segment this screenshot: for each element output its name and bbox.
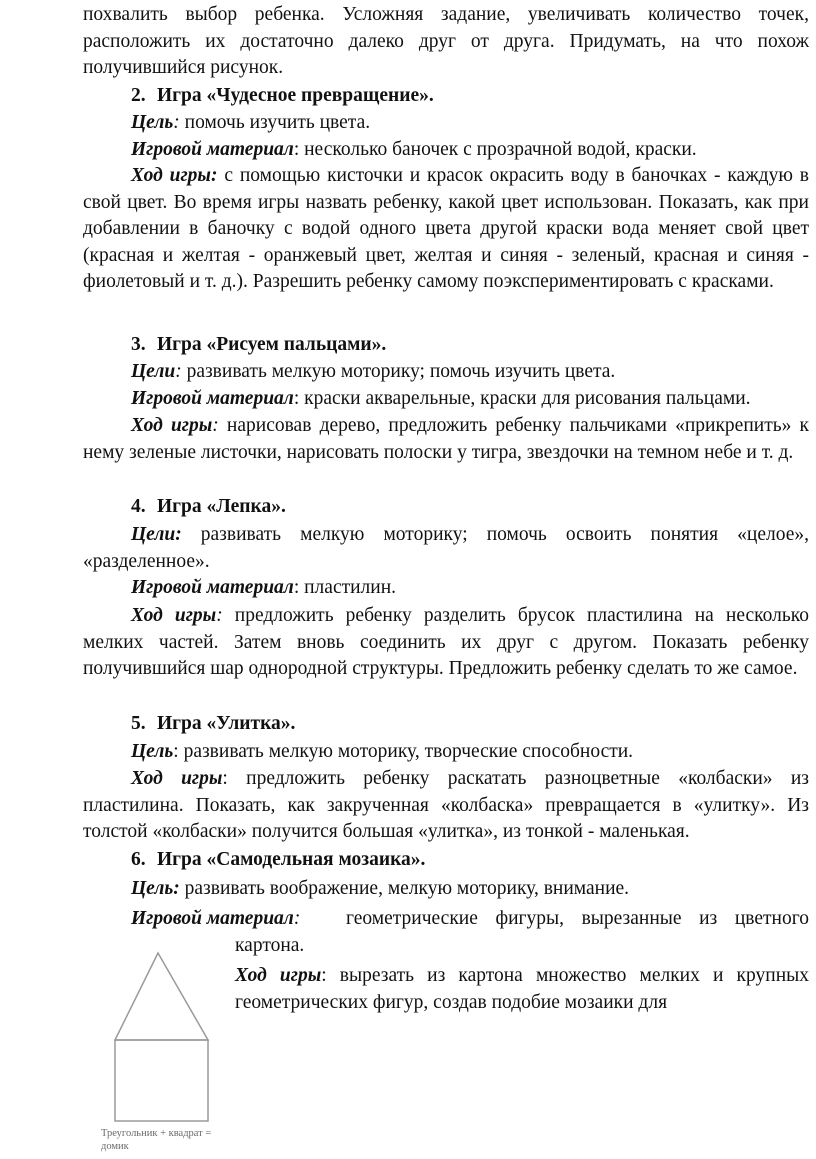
figure-caption: Треугольник + квадрат = домик xyxy=(101,1128,212,1152)
game-5-number: 5. xyxy=(131,713,146,734)
game-6-material-colon: : xyxy=(293,908,301,929)
game-4-course xyxy=(83,603,809,683)
game-3-heading xyxy=(131,332,386,359)
game-4-material-label: Игровой материал xyxy=(131,577,294,598)
game-6-goal-text: развивать воображение, мелкую моторику, внимание. xyxy=(179,878,630,899)
game-4-course-text: предложить ребенку разделить брусок пластилина на несколько мелких частей. Затем вновь соединить их друг с другом. Показать ребенку получившийся шар однородной структуры. Предложить ребенку сделать то же самое. xyxy=(83,605,809,680)
game-3-course-label: Ход игры xyxy=(131,415,213,436)
game-3-goal xyxy=(83,359,809,386)
game-3-goal-colon: : xyxy=(175,361,182,382)
game-4-course-label: Ход игры xyxy=(131,605,217,626)
game-5-course xyxy=(83,766,809,846)
game-3-goal-label: Цели xyxy=(131,361,176,382)
game-2-course-text: с помощью кисточки и красок окрасить воду в баночках - каждую в свой цвет. Во время игры назвать ребенку, какой цвет использован. Показать, как при добавлении в баночку с водой одного цвета другой краски вода меняет свой цвет (красная и желтая - оранжевый цвет, желтая и синяя - зеленый, красная и синяя - фиолетовый и т. д.). Разрешить ребенку самому поэкспериментировать с красками. xyxy=(83,165,809,293)
game-4-material-text: пластилин. xyxy=(299,577,397,598)
game-4-course-colon: : xyxy=(216,605,223,626)
game-3-material-text: краски акварельные, краски для рисования пальцами. xyxy=(299,388,751,409)
game-5-title: Игра «Улитка». xyxy=(157,713,296,734)
game-2-course-label: Ход игры: xyxy=(131,165,218,186)
game-2-number: 2. xyxy=(131,85,146,106)
game-2-goal xyxy=(83,110,809,137)
game-5-goal-label: Цель xyxy=(131,741,174,762)
game-3-title: Игра «Рисуем пальцами». xyxy=(157,334,387,355)
game-2-material xyxy=(83,137,809,164)
game-6-material-text: геометрические фигуры, вырезанные из цветного картона. xyxy=(235,908,809,956)
game-4-goal-text: развивать мелкую моторику; помочь освоить понятия «целое», «разделенное». xyxy=(83,524,809,572)
game-4-goal xyxy=(83,522,809,575)
square-shape xyxy=(115,1040,208,1121)
game-2-goal-colon: : xyxy=(173,112,180,133)
game-2-goal-text: помочь изучить цвета. xyxy=(179,112,371,133)
game-6-title: Игра «Самодельная мозаика». xyxy=(157,849,426,870)
game-3-material-colon: : xyxy=(293,388,300,409)
game-2-material-text: несколько баночек с прозрачной водой, краски. xyxy=(299,139,697,160)
game-4-heading xyxy=(131,494,286,521)
game-4-goal-label: Цели: xyxy=(131,524,182,545)
game-4-number: 4. xyxy=(131,496,146,517)
game-5-goal-text: развивать мелкую моторику, творческие способности. xyxy=(178,741,634,762)
game-6-goal-label: Цель: xyxy=(131,878,180,899)
game-6-goal xyxy=(83,876,809,903)
intro-paragraph: похвалить выбор ребенка. Усложняя задание, увеличивать количество точек, расположить их достаточно далеко друг от друга. Придумать, на что похож получившийся рисунок. xyxy=(83,4,809,79)
game-6-course-text: вырезать из картона множество мелких и крупных геометрических фигур, создав подобие мозаики для xyxy=(235,965,809,1013)
game-6-course xyxy=(235,963,809,1016)
game-6-material-label: Игровой материал xyxy=(131,908,294,929)
game-6-course-label: Ход игры xyxy=(235,965,322,986)
game-5-goal-colon: : xyxy=(173,741,179,762)
game-4-material xyxy=(83,575,809,602)
triangle-shape xyxy=(115,953,208,1040)
game-4-title: Игра «Лепка». xyxy=(157,496,286,517)
game-4-material-colon: : xyxy=(293,577,300,598)
game-6-course-colon: : xyxy=(321,965,327,986)
game-2-material-colon: : xyxy=(293,139,300,160)
game-2-course xyxy=(83,163,809,296)
game-3-course xyxy=(83,413,809,466)
game-5-goal xyxy=(83,739,809,766)
game-5-course-text: предложить ребенку раскатать разноцветные «колбаски» из пластилина. Показать, как закрученная «колбаска» превращается в «улитку». Из толстой «колбаски» получится большая «улитка», из тонкой - маленькая. xyxy=(83,768,810,843)
game-3-number: 3. xyxy=(131,334,146,355)
game-5-heading xyxy=(131,711,295,738)
game-5-course-label: Ход игры xyxy=(131,768,223,789)
game-3-goal-text: развивать мелкую моторику; помочь изучить цвета. xyxy=(181,361,616,382)
game-2-title: Игра «Чудесное превращение». xyxy=(157,85,434,106)
game-3-course-colon: : xyxy=(212,415,219,436)
game-5-course-colon: : xyxy=(222,768,228,789)
game-6-heading xyxy=(131,847,425,874)
game-6-number: 6. xyxy=(131,849,146,870)
game-2-heading xyxy=(131,83,434,110)
game-3-material xyxy=(83,386,809,413)
game-2-goal-label: Цель xyxy=(131,112,174,133)
game-2-material-label: Игровой материал xyxy=(131,139,294,160)
game-3-material-label: Игровой материал xyxy=(131,388,294,409)
game-3-course-text: нарисовав дерево, предложить ребенку пальчиками «прикрепить» к нему зеленые листочки, нарисовать полоски у тигра, звездочки на темном небе и т. д. xyxy=(83,415,809,463)
